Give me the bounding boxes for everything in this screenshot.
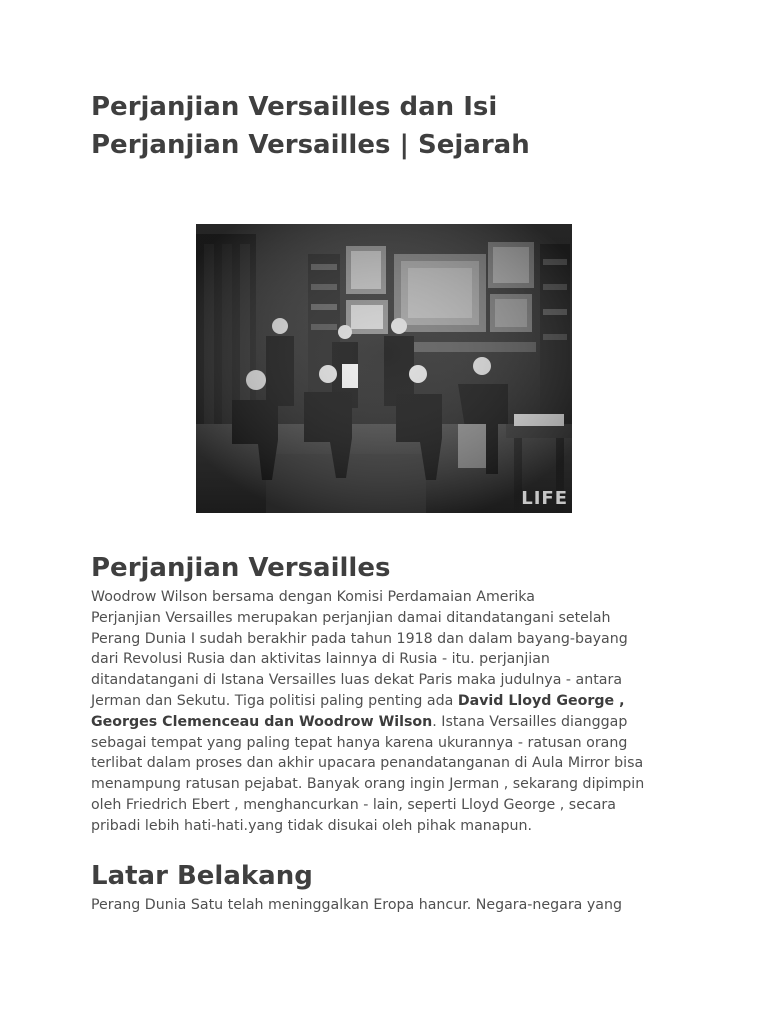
photo-illustration (196, 224, 572, 513)
photo-watermark: LIFE (521, 488, 568, 509)
paragraph-line: menampung ratusan pejabat. Banyak orang ingin Jerman , sekarang dipimpin (91, 776, 645, 793)
paragraph-line: sebagai tempat yang paling tepat hanya karena ukurannya - ratusan orang (91, 734, 628, 751)
paragraph-line: Perang Dunia I sudah berakhir pada tahun 1918 dan dalam bayang-bayang (91, 630, 628, 647)
section-paragraph-latar-belakang (91, 895, 691, 916)
paragraph-line: pribadi lebih hati-hati.yang tidak disukai oleh pihak manapun. (91, 817, 532, 834)
paragraph-text: . Istana Versailles dianggap (432, 713, 628, 730)
section-heading-perjanjian-versailles: Perjanjian Versailles (91, 553, 391, 583)
paragraph-line: ditandatangani di Istana Versailles luas dekat Paris maka judulnya - antara (91, 672, 623, 689)
bold-names-2: Georges Clemenceau dan Woodrow Wilson (91, 713, 433, 730)
page-title-line-2: Perjanjian Versailles | Sejarah (91, 130, 530, 160)
paragraph-line: dari Revolusi Rusia dan aktivitas lainnya di Rusia - itu. perjanjian (91, 651, 550, 668)
page-title-line-1: Perjanjian Versailles dan Isi (91, 92, 498, 122)
paragraph-line (91, 691, 691, 712)
section-heading-latar-belakang: Latar Belakang (91, 861, 313, 891)
paragraph-line: Perang Dunia Satu telah meninggalkan Eropa hancur. Negara-negara yang (91, 897, 622, 913)
historical-photo (196, 224, 572, 513)
paragraph-line: terlibat dalam proses dan akhir upacara penandatanganan di Aula Mirror bisa (91, 755, 644, 772)
paragraph-text: Jerman dan Sekutu. Tiga politisi paling penting ada (91, 692, 458, 709)
section-paragraph-perjanjian-versailles (91, 587, 691, 837)
page-title (91, 88, 691, 164)
bold-names-1: David Lloyd George , (457, 692, 625, 709)
paragraph-line (91, 712, 691, 733)
paragraph-line: Woodrow Wilson bersama dengan Komisi Perdamaian Amerika (91, 589, 535, 605)
paragraph-line: Perjanjian Versailles merupakan perjanjian damai ditandatangani setelah (91, 609, 611, 626)
paragraph-line: oleh Friedrich Ebert , menghancurkan - lain, seperti Lloyd George , secara (91, 796, 616, 813)
